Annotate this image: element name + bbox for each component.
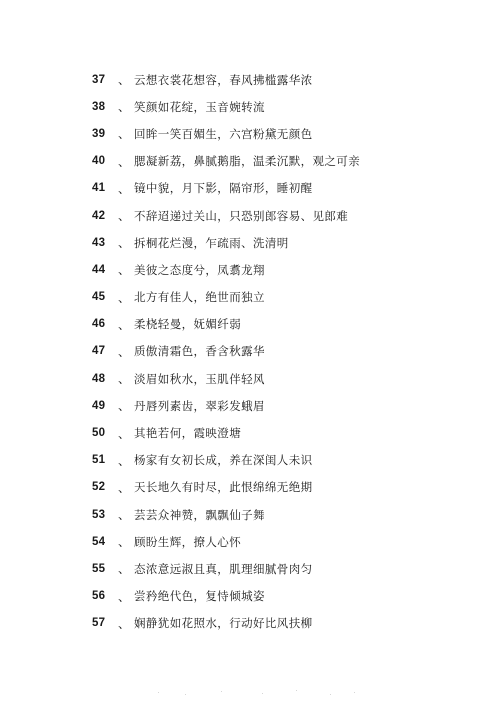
list-item — [92, 447, 360, 474]
item-text: 不辞迢递过关山，只恐别郎容易、见郎难 — [134, 208, 349, 223]
item-number: 45 — [92, 291, 106, 304]
numbered-list — [92, 66, 360, 637]
item-separator: 、 — [118, 535, 131, 550]
item-separator: 、 — [118, 480, 131, 495]
item-text: 镜中貌，月下影，隔帘形，睡初醒 — [134, 181, 313, 196]
item-separator: 、 — [118, 616, 131, 631]
item-text: 拆桐花烂漫，乍疏雨、洗清明 — [134, 235, 289, 250]
item-number: 39 — [92, 127, 106, 140]
item-separator: 、 — [118, 154, 131, 169]
item-text: 芸芸众神赞，飘飘仙子舞 — [134, 507, 265, 522]
item-text: 笑颜如花绽，玉音婉转流 — [134, 99, 265, 114]
list-item — [92, 555, 360, 582]
list-item — [92, 311, 360, 338]
item-text: 云想衣裳花想容，春风拂槛露华浓 — [134, 72, 313, 87]
item-separator: 、 — [118, 344, 131, 359]
list-item — [92, 202, 360, 229]
item-separator: 、 — [118, 100, 131, 115]
item-separator: 、 — [118, 73, 131, 88]
item-text: 回眸一笑百媚生，六宫粉黛无颜色 — [134, 126, 313, 141]
item-separator: 、 — [118, 290, 131, 305]
list-item — [92, 256, 360, 283]
item-separator: 、 — [118, 589, 131, 604]
item-separator: 、 — [118, 562, 131, 577]
list-item — [92, 583, 360, 610]
list-item — [92, 229, 360, 256]
item-separator: 、 — [118, 426, 131, 441]
item-number: 54 — [92, 535, 106, 548]
item-number: 40 — [92, 155, 106, 168]
item-separator: 、 — [118, 236, 131, 251]
item-separator: 、 — [118, 399, 131, 414]
item-number: 50 — [92, 427, 106, 440]
list-item — [92, 501, 360, 528]
item-text: 美彼之态度兮，凤翥龙翔 — [134, 262, 265, 277]
item-number: 37 — [92, 73, 106, 86]
item-number: 57 — [92, 617, 106, 630]
list-item — [92, 338, 360, 365]
item-text: 柔桡轻曼，妩媚纤弱 — [134, 317, 242, 332]
item-number: 38 — [92, 100, 106, 113]
item-text: 杨家有女初长成，养在深闺人未识 — [134, 453, 313, 468]
item-number: 43 — [92, 236, 106, 249]
item-text: 顾盼生辉，撩人心怀 — [134, 534, 242, 549]
item-number: 44 — [92, 263, 106, 276]
list-item — [92, 610, 360, 637]
item-separator: 、 — [118, 263, 131, 278]
item-separator: 、 — [118, 372, 131, 387]
list-item — [92, 175, 360, 202]
item-text: 其艳若何，霞映澄塘 — [134, 426, 242, 441]
scan-specks — [150, 688, 370, 698]
item-number: 42 — [92, 209, 106, 222]
item-separator: 、 — [118, 127, 131, 142]
item-separator: 、 — [118, 209, 131, 224]
item-number: 56 — [92, 590, 106, 603]
list-item — [92, 474, 360, 501]
list-item — [92, 365, 360, 392]
item-text: 腮凝新荔，鼻腻鹅脂，温柔沉默，观之可亲 — [134, 154, 361, 169]
item-number: 49 — [92, 399, 106, 412]
item-number: 41 — [92, 182, 106, 195]
item-number: 47 — [92, 345, 106, 358]
list-item — [92, 284, 360, 311]
list-item — [92, 392, 360, 419]
item-number: 46 — [92, 318, 106, 331]
list-item — [92, 148, 360, 175]
item-text: 尝矜绝代色，复恃倾城姿 — [134, 589, 265, 604]
list-item — [92, 66, 360, 93]
item-separator: 、 — [118, 453, 131, 468]
item-text: 北方有佳人，绝世而独立 — [134, 290, 265, 305]
item-text: 丹唇列素齿，翠彩发蛾眉 — [134, 398, 265, 413]
item-text: 天长地久有时尽，此恨绵绵无绝期 — [134, 480, 313, 495]
item-text: 态浓意远淑且真，肌理细腻骨肉匀 — [134, 561, 313, 576]
list-item — [92, 419, 360, 446]
item-text: 质傲清霜色，香含秋露华 — [134, 344, 265, 359]
list-item — [92, 528, 360, 555]
item-separator: 、 — [118, 181, 131, 196]
item-separator: 、 — [118, 508, 131, 523]
list-item — [92, 93, 360, 120]
item-text: 娴静犹如花照水，行动好比风扶柳 — [134, 616, 313, 631]
item-number: 53 — [92, 508, 106, 521]
item-number: 51 — [92, 454, 106, 467]
item-number: 48 — [92, 372, 106, 385]
item-number: 52 — [92, 481, 106, 494]
item-separator: 、 — [118, 317, 131, 332]
item-number: 55 — [92, 562, 106, 575]
list-item — [92, 120, 360, 147]
item-text: 淡眉如秋水，玉肌伴轻风 — [134, 371, 265, 386]
